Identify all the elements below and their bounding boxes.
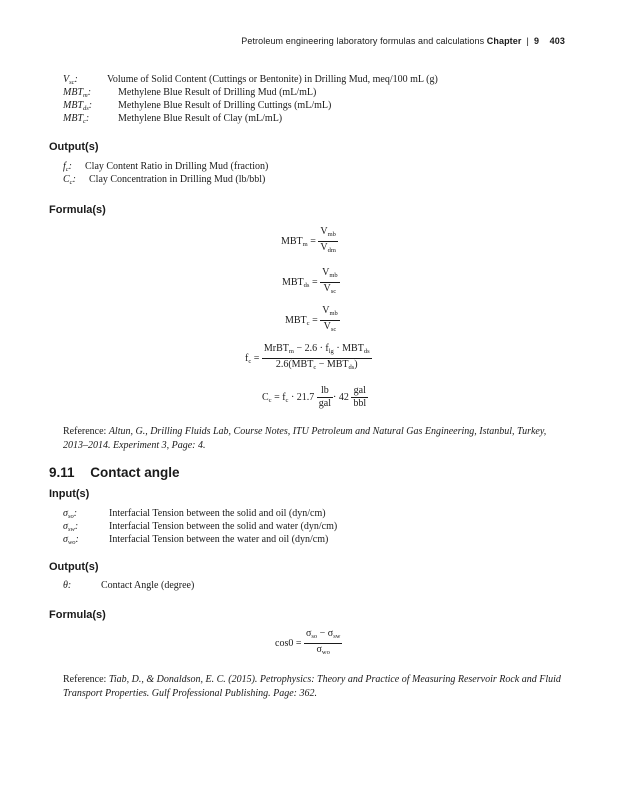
variable-line: $V_{sc}$: Volume of Solid Content (Cuttings or Bentonite) in Drilling Mud, meq/100 mL (g) bbox=[63, 74, 438, 86]
variable-line: $MBT_{ds}$: Methylene Blue Result of Drilling Cuttings (mL/mL) bbox=[63, 100, 332, 112]
inputs-heading: Input(s) bbox=[49, 488, 90, 500]
formula-mbt-ds: $MBT_{ds}$ = $\frac{V_{mb}}{V_{sc}}$ bbox=[282, 267, 338, 295]
outputs-heading: Output(s) bbox=[49, 561, 99, 573]
chapter-label: Chapter bbox=[486, 36, 522, 46]
section-number: 9.11 bbox=[49, 465, 75, 480]
reference-1: Reference: Altun, G., Drilling Fluids Lab, Course Notes, ITU Petroleum and Natural Gas Engineering, Istanbul, Turkey, 2013–2014. Experiment 3, Page: 4. bbox=[63, 426, 547, 451]
chapter-number: 9 bbox=[533, 36, 540, 46]
formulas-heading: Formula(s) bbox=[49, 609, 106, 621]
variable-line: $\sigma_{so}$: Interfacial Tension between the solid and oil (dyn/cm) bbox=[63, 508, 326, 520]
formula-fc: $f_c$ = $\frac{MrBT_m - 2.6 \cdot f_{lg} \cdot MBT_{ds}}{2.6(MBT_c - MBT_{ds})}$ bbox=[245, 343, 370, 371]
formula-cc: $C_c = f_c \cdot 21.7$ $\frac{lb}{\text{gal}}$ · 42 $\frac{\text{gal}}{\text{bbl}}$ bbox=[262, 385, 367, 409]
variable-line: $MBT_c$: Methylene Blue Result of Clay (mL/mL) bbox=[63, 113, 283, 125]
formula-mbt-m: $MBT_m$ = $\frac{V_{mb}}{V_{dm}}$ bbox=[281, 226, 336, 254]
formula-contact-angle: cos0 = $\frac{\sigma_{so} - \sigma_{sw}}{\sigma_{wo}}$ bbox=[275, 628, 341, 656]
running-title: Petroleum engineering laboratory formulas and calculations bbox=[241, 36, 485, 46]
variable-line: $C_c$: Clay Concentration in Drilling Mud (lb/bbl) bbox=[63, 174, 266, 186]
page-number: 403 bbox=[549, 36, 565, 46]
variable-line: $MBT_m$: Methylene Blue Result of Drilling Mud (mL/mL) bbox=[63, 87, 317, 99]
formula-mbt-c: $MBT_c$ = $\frac{V_{mb}}{V_{sc}}$ bbox=[285, 305, 338, 333]
formulas-heading: Formula(s) bbox=[49, 204, 106, 216]
variable-line: $\sigma_{sw}$: Interfacial Tension between the solid and water (dyn/cm) bbox=[63, 521, 338, 533]
variable-line: $\sigma_{wo}$: Interfacial Tension between the water and oil (dyn/cm) bbox=[63, 534, 329, 546]
outputs-heading: Output(s) bbox=[49, 141, 99, 153]
section-heading bbox=[49, 465, 180, 480]
variable-line: θ: Contact Angle (degree) bbox=[63, 580, 195, 591]
section-title: Contact angle bbox=[90, 465, 180, 480]
variable-line: $f_c$: Clay Content Ratio in Drilling Mud (fraction) bbox=[63, 161, 269, 173]
running-header: Petroleum engineering laboratory formulas and calculations Chapter | 9 403 bbox=[241, 36, 565, 46]
reference-2: Reference: Tiab, D., & Donaldson, E. C. (2015). Petrophysics: Theory and Practice of Measuring Reservoir Rock and Fluid Transport Properties. Gulf Professional Publishing. Page: 362. bbox=[63, 674, 561, 699]
